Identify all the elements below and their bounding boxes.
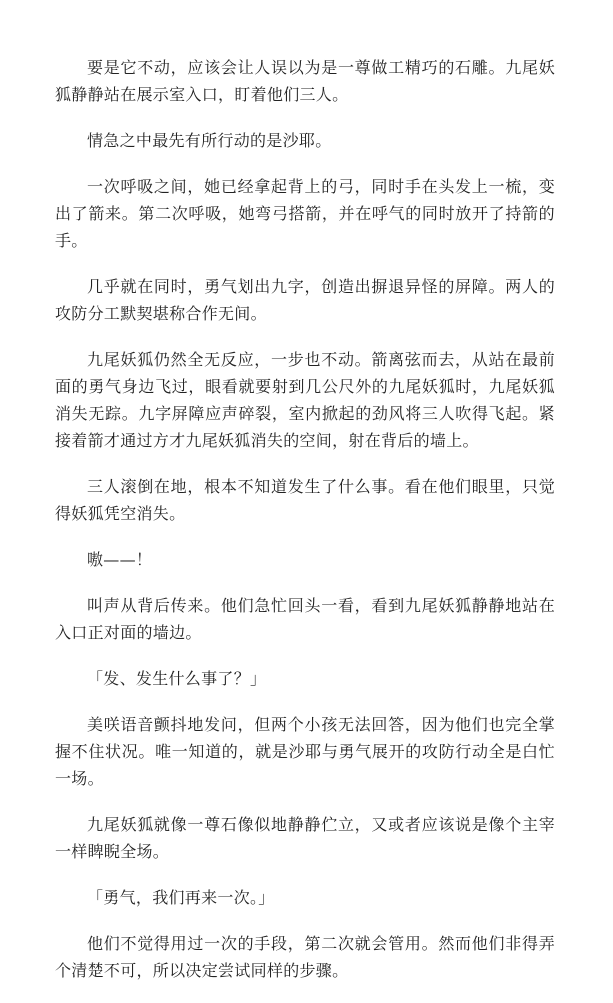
document-page [55, 54, 555, 1003]
paragraph: 九尾妖狐就像一尊石像似地静静伫立，又或者应该说是像个主宰一样睥睨全场。 [55, 815, 555, 861]
paragraph: 叫声从背后传来。他们急忙回头一看，看到九尾妖狐静静地站在入口正对面的墙边。 [55, 596, 555, 642]
paragraph: 情急之中最先有所行动的是沙耶。 [87, 131, 332, 150]
paragraph: 三人滚倒在地，根本不知道发生了什么事。看在他们眼里，只觉得妖狐凭空消失。 [55, 477, 555, 523]
paragraph: 「勇气，我们再来一次。」 [87, 888, 275, 907]
paragraph: 几乎就在同时，勇气划出九字，创造出摒退异怪的屏障。两人的攻防分工默契堪称合作无间。 [55, 277, 555, 323]
paragraph: 一次呼吸之间，她已经拿起背上的弓，同时手在头发上一梳，变出了箭来。第二次呼吸，她弯弓搭箭，并在呼气的同时放开了持箭的手。 [55, 177, 555, 250]
paragraph: 嗷——！ [87, 550, 153, 569]
paragraph: 他们不觉得用过一次的手段，第二次就会管用。然而他们非得弄个清楚不可，所以决定尝试同样的步骤。 [55, 934, 555, 980]
paragraph: 「发、发生什么事了？」 [87, 669, 267, 688]
paragraph: 美咲语音颤抖地发问，但两个小孩无法回答，因为他们也完全掌握不住状况。唯一知道的，就是沙耶与勇气展开的攻防行动全是白忙一场。 [55, 715, 555, 788]
paragraph: 要是它不动，应该会让人误以为是一尊做工精巧的石雕。九尾妖狐静静站在展示室入口，盯着他们三人。 [55, 58, 555, 104]
paragraph: 九尾妖狐仍然全无反应，一步也不动。箭离弦而去，从站在最前面的勇气身边飞过，眼看就要射到几公尺外的九尾妖狐时，九尾妖狐消失无踪。九字屏障应声碎裂，室内掀起的劲风将三人吹得飞起。紧接着箭才通过方才九尾妖狐消失的空间，射在背后的墙上。 [55, 350, 555, 450]
